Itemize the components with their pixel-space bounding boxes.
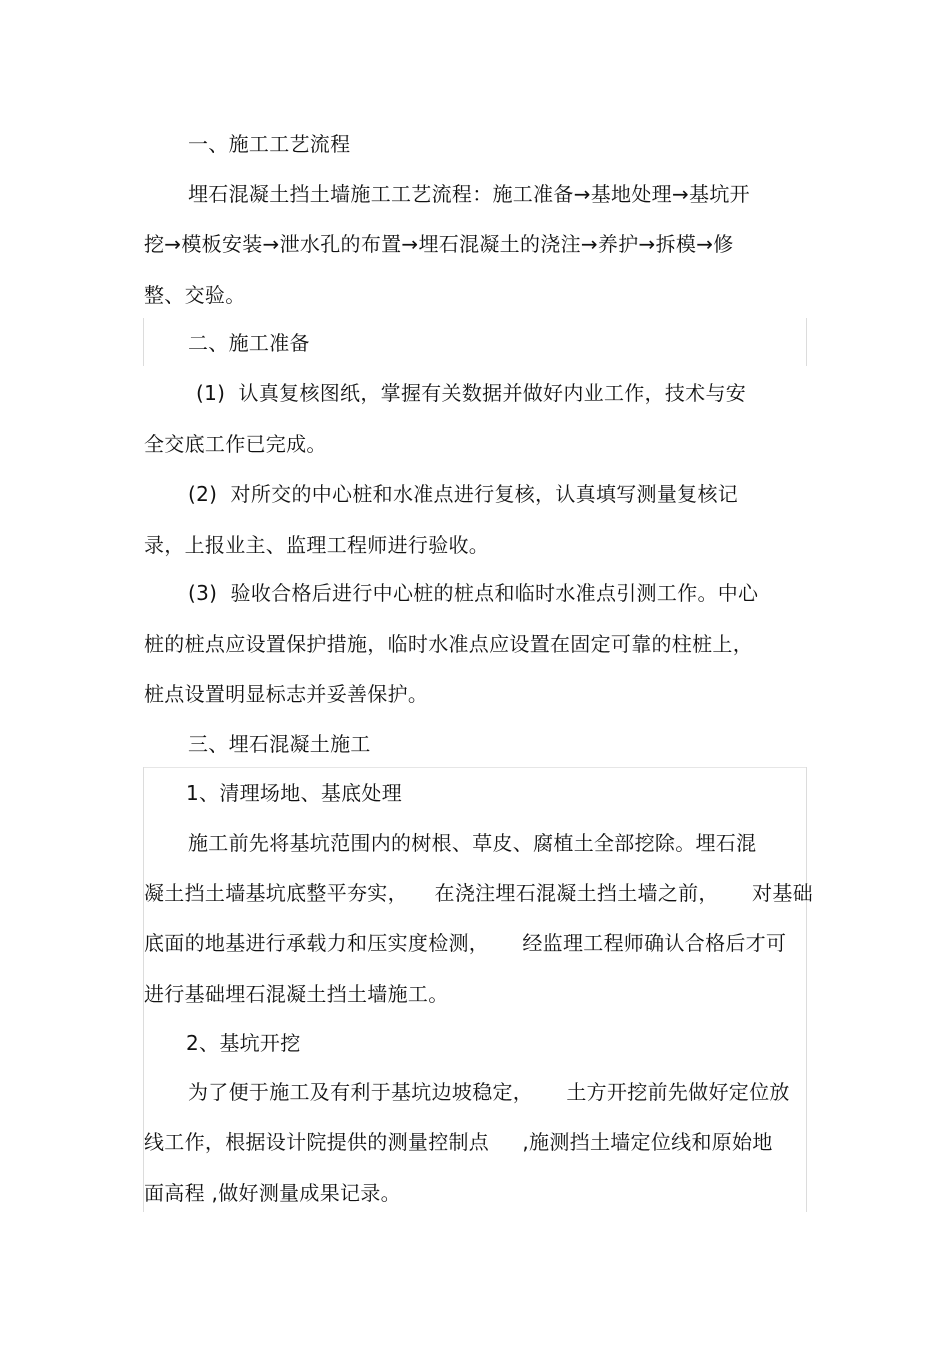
paragraph-line: (1) 认真复核图纸，掌握有关数据并做好内业工作，技术与安 <box>196 381 747 405</box>
paragraph-line: 录，上报业主、监理工程师进行验收。 <box>144 533 490 557</box>
paragraph-line: 桩的桩点应设置保护措施，临时水准点应设置在固定可靠的柱桩上， <box>144 632 753 656</box>
frame-right-upper <box>806 318 807 366</box>
paragraph-line: 埋石混凝土挡土墙施工工艺流程：施工准备→基地处理→基坑开 <box>188 182 750 206</box>
frame-right-lower <box>806 767 807 1212</box>
paragraph-line: 线工作，根据设计院提供的测量控制点 ,施测挡土墙定位线和原始地 <box>144 1130 773 1154</box>
heading-process: 一、施工工艺流程 <box>188 132 351 156</box>
paragraph-line: 整、交验。 <box>144 283 246 307</box>
paragraph-line: (2) 对所交的中心桩和水准点进行复核，认真填写测量复核记 <box>188 482 739 506</box>
heading-preparation: 二、施工准备 <box>188 331 310 355</box>
paragraph-line: 面高程 ,做好测量成果记录。 <box>144 1181 401 1205</box>
paragraph-line: 桩点设置明显标志并妥善保护。 <box>144 682 429 706</box>
paragraph-line: 进行基础埋石混凝土挡土墙施工。 <box>144 982 449 1006</box>
paragraph-line: (3) 验收合格后进行中心桩的桩点和临时水准点引测工作。中心 <box>188 581 759 605</box>
paragraph-line: 为了便于施工及有利于基坑边坡稳定， 土方开挖前先做好定位放 <box>188 1080 790 1104</box>
frame-left-upper <box>143 318 144 366</box>
subheading-site-clearing: 1、清理场地、基底处理 <box>186 781 403 805</box>
paragraph-line: 挖→模板安装→泄水孔的布置→埋石混凝土的浇注→养护→拆模→修 <box>144 232 734 256</box>
paragraph-line: 底面的地基进行承载力和压实度检测， 经监理工程师确认合格后才可 <box>144 931 787 955</box>
paragraph-line: 凝土挡土墙基坑底整平夯实， 在浇注埋石混凝土挡土墙之前， 对基础 <box>144 881 813 905</box>
paragraph-line: 全交底工作已完成。 <box>144 432 327 456</box>
heading-construction: 三、埋石混凝土施工 <box>188 732 371 756</box>
paragraph-line: 施工前先将基坑范围内的树根、草皮、腐植土全部挖除。埋石混 <box>188 831 757 855</box>
subheading-excavation: 2、基坑开挖 <box>186 1031 301 1055</box>
frame-top-lower <box>143 767 807 768</box>
